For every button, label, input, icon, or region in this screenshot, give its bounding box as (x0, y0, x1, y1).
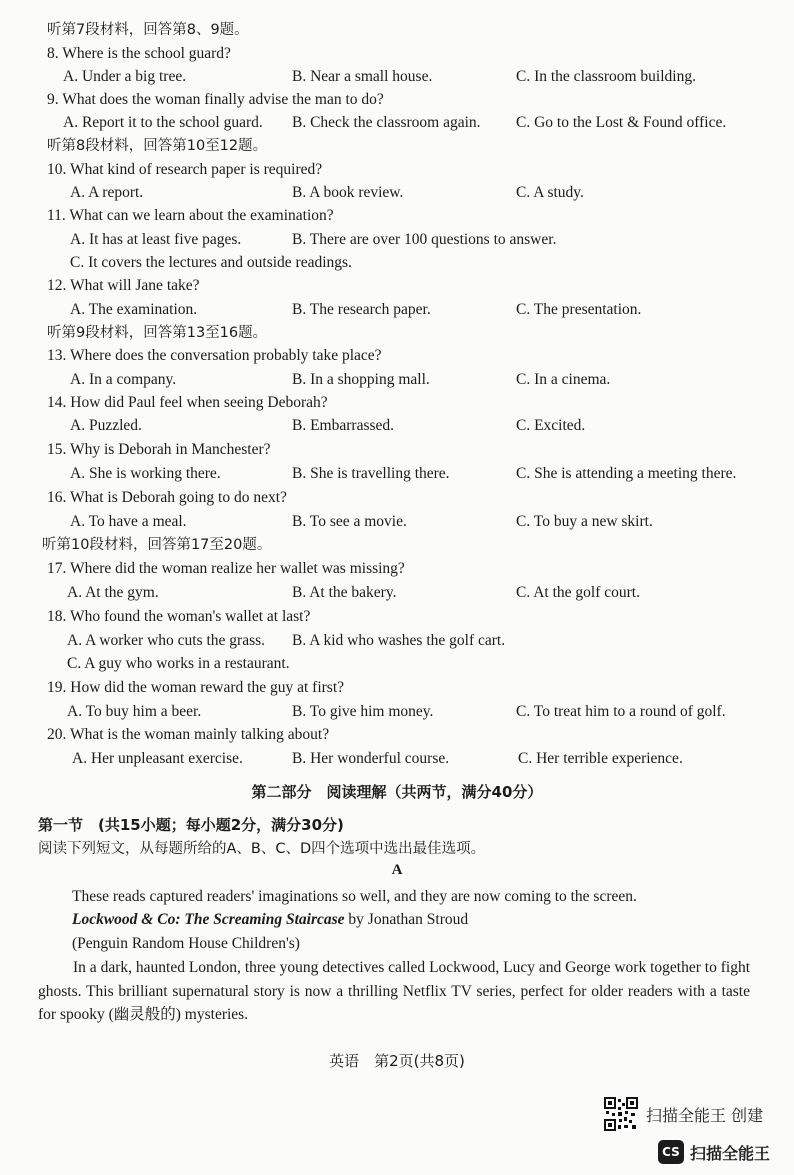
qr-code-icon (604, 1097, 638, 1131)
question-14: 14. How did Paul feel when seeing Deborah? (47, 394, 328, 411)
segment-7-header: 听第7段材料，回答第8、9题。 (47, 22, 249, 38)
scanner-brand (658, 1140, 770, 1164)
question-11-options-ab (0, 228, 794, 252)
option-a: A. Puzzled. (70, 417, 142, 434)
option-b: B. Embarrassed. (292, 417, 395, 434)
option-b: B. A kid who washes the golf cart. (292, 632, 506, 649)
question-11-options-c (0, 251, 794, 275)
book-entry (0, 908, 794, 932)
option-c: C. In the classroom building. (516, 68, 696, 85)
question-12: 12. What will Jane take? (47, 277, 200, 294)
scanner-watermark (604, 1097, 763, 1131)
option-b: B. The research paper. (292, 301, 431, 318)
scanner-brand-label: 扫描全能王 (690, 1143, 771, 1163)
option-c: C. In a cinema. (516, 371, 611, 388)
option-b: B. She is travelling there. (292, 465, 450, 482)
passage-intro: These reads captured readers' imaginations so well, and they are now coming to the screen. (72, 888, 637, 905)
option-a: A. A report. (70, 184, 144, 201)
question-20: 20. What is the woman mainly talking about? (47, 726, 330, 743)
passage-body: In a dark, haunted London, three young detectives called Lockwood, Lucy and George work together to fight ghosts. This brilliant supernatural story is now a thrilling Netflix TV series, perfect for older readers with a taste for spooky (幽灵般的) mysteries. (38, 959, 750, 1023)
option-c: C. At the golf court. (516, 584, 640, 601)
question-17: 17. Where did the woman realize her wallet was missing? (47, 560, 405, 577)
passage-letter: A (391, 862, 403, 878)
question-14-options (0, 414, 794, 438)
question-13: 13. Where does the conversation probably take place? (47, 347, 382, 364)
option-c: C. Excited. (516, 417, 586, 434)
question-19-options (0, 700, 794, 724)
option-b: B. To give him money. (292, 703, 434, 720)
segment-8-header: 听第8段材料，回答第10至12题。 (47, 138, 268, 154)
option-a: A. The examination. (70, 301, 198, 318)
option-b: B. Near a small house. (292, 68, 433, 85)
option-c: C. A study. (516, 184, 584, 201)
question-15-options (0, 462, 794, 486)
option-b: B. In a shopping mall. (292, 371, 430, 388)
option-b: B. A book review. (292, 184, 404, 201)
question-11: 11. What can we learn about the examination? (47, 207, 334, 224)
question-8: 8. Where is the school guard? (47, 45, 231, 62)
question-18: 18. Who found the woman's wallet at last? (47, 608, 311, 625)
question-16-options (0, 510, 794, 534)
option-b: B. At the bakery. (292, 584, 397, 601)
option-c: C. A guy who works in a restaurant. (67, 655, 290, 672)
option-a: A. In a company. (70, 371, 177, 388)
question-12-options (0, 298, 794, 322)
option-a: A. Her unpleasant exercise. (72, 750, 243, 767)
book-title: Lockwood & Co: The Screaming Staircase (72, 911, 345, 928)
option-a: A. Report it to the school guard. (63, 114, 263, 131)
option-c: C. She is attending a meeting there. (516, 465, 737, 482)
question-8-options (0, 65, 794, 89)
question-10: 10. What kind of research paper is required? (47, 161, 323, 178)
option-a: A. At the gym. (67, 584, 159, 601)
part2-title: 第二部分 阅读理解（共两节，满分40分） (251, 783, 543, 801)
option-b: B. There are over 100 questions to answer. (292, 231, 557, 248)
option-a: A. Under a big tree. (63, 68, 187, 85)
segment-10-header: 听第10段材料，回答第17至20题。 (42, 537, 272, 553)
option-a: A. To buy him a beer. (67, 703, 202, 720)
option-b: B. To see a movie. (292, 513, 407, 530)
question-9: 9. What does the woman finally advise the man to do? (47, 91, 384, 108)
option-b: B. Check the classroom again. (292, 114, 481, 131)
question-15: 15. Why is Deborah in Manchester? (47, 441, 271, 458)
question-16: 16. What is Deborah going to do next? (47, 489, 287, 506)
option-b: B. Her wonderful course. (292, 750, 450, 767)
question-9-options (0, 111, 794, 135)
section1-header: 第一节 (共15小题；每小题2分，满分30分) (38, 816, 344, 834)
question-17-options (0, 581, 794, 605)
option-c: C. Her terrible experience. (518, 750, 683, 767)
scanner-created-label: 扫描全能王 创建 (646, 1105, 764, 1125)
option-a: A. A worker who cuts the grass. (67, 632, 266, 649)
option-a: A. She is working there. (70, 465, 221, 482)
option-a: A. It has at least five pages. (70, 231, 242, 248)
option-c: C. To buy a new skirt. (516, 513, 653, 530)
question-19: 19. How did the woman reward the guy at first? (47, 679, 345, 696)
option-c: C. To treat him to a round of golf. (516, 703, 726, 720)
question-18-options-ab (0, 629, 794, 653)
question-18-options-c (0, 652, 794, 676)
option-c: C. Go to the Lost & Found office. (516, 114, 727, 131)
page-footer: 英语 第2页(共8页) (329, 1052, 465, 1070)
publisher: (Penguin Random House Children's) (72, 935, 300, 952)
option-c: C. The presentation. (516, 301, 642, 318)
option-c: C. It covers the lectures and outside readings. (70, 254, 352, 271)
segment-9-header: 听第9段材料，回答第13至16题。 (47, 325, 268, 341)
question-10-options (0, 181, 794, 205)
question-20-options (0, 747, 794, 771)
cs-logo-icon: CS (658, 1140, 684, 1164)
section1-instruction: 阅读下列短文，从每题所给的A、B、C、D四个选项中选出最佳选项。 (38, 841, 486, 857)
question-13-options (0, 368, 794, 392)
option-a: A. To have a meal. (70, 513, 187, 530)
book-author: by Jonathan Stroud (344, 911, 469, 928)
